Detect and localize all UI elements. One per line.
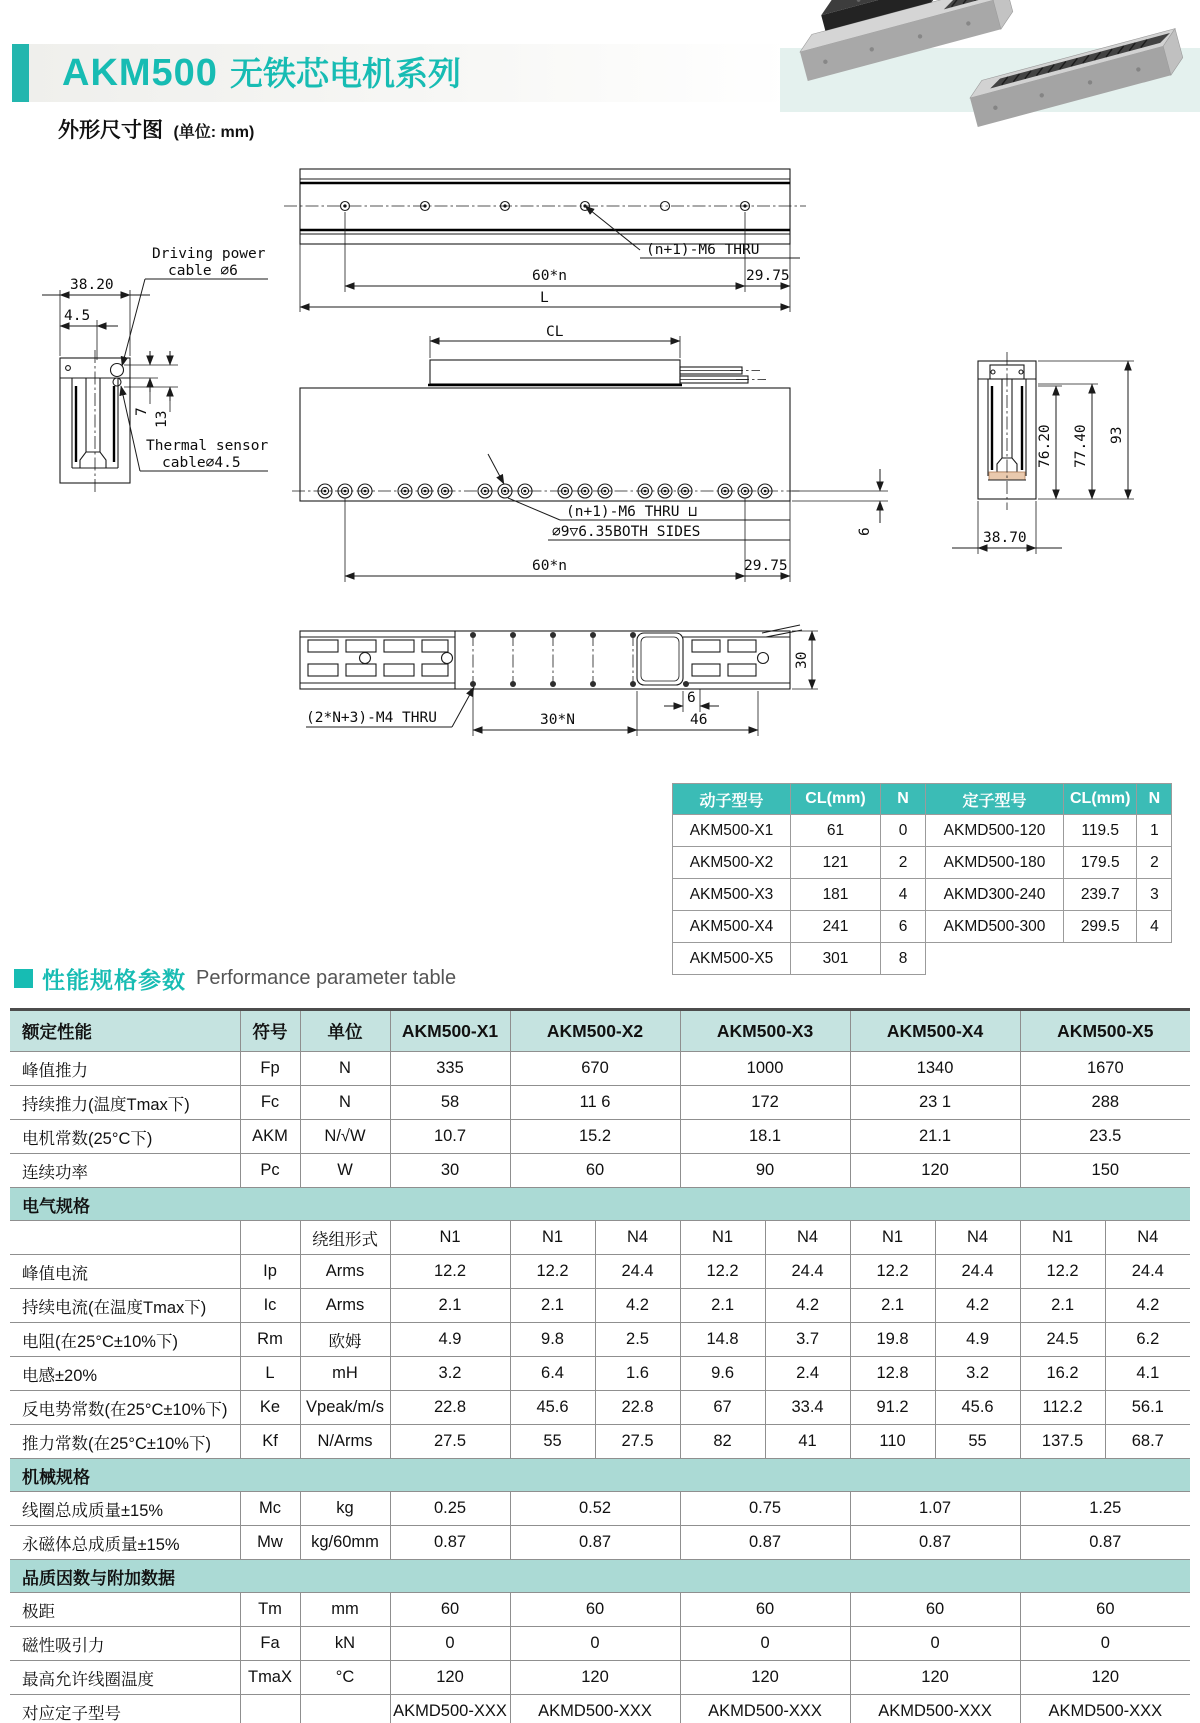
dim-label: 4.5 [64,308,91,324]
perf-table-symbol-cell: Mw [240,1526,300,1560]
perf-table-row [10,1526,1190,1560]
model-stator-table [672,783,1172,975]
model-table-cell [1137,943,1172,975]
model-table-cell: 301 [791,943,881,975]
model-table-body [673,815,1172,975]
model-table-cell: 4 [881,879,926,911]
perf-table-unit-cell: 欧姆 [300,1323,390,1357]
cable-label: cable∅4.5 [162,455,241,471]
perf-table-row-label: 对应定子型号 [10,1695,240,1723]
performance-table-body [10,1052,1190,1723]
perf-table-value-cell: 9.6 [680,1357,765,1391]
perf-table-value-cell: 4.2 [595,1289,680,1323]
perf-table-row-label: 线圈总成质量±15% [10,1492,240,1526]
perf-table-unit-cell: Vpeak/m/s [300,1391,390,1425]
perf-table-value-cell: 22.8 [390,1391,510,1425]
perf-table-value-cell: 60 [680,1593,850,1627]
perf-table-symbol-cell: L [240,1357,300,1391]
perf-table-value-cell: 22.8 [595,1391,680,1425]
performance-table-head [10,1010,1190,1052]
model-table-head [673,784,1172,815]
perf-table-band-row [10,1560,1190,1593]
perf-table-value-cell: 335 [390,1052,510,1086]
perf-table-value-cell: 60 [850,1593,1020,1627]
perf-table-value-cell: 1.07 [850,1492,1020,1526]
perf-table-value-cell: 0.87 [390,1526,510,1560]
product-photo [782,0,1200,150]
perf-table-value-cell: N1 [1020,1221,1105,1255]
perf-table-value-cell: 11 6 [510,1086,680,1120]
dimension-drawing [0,146,1200,746]
left-section-view [42,246,268,494]
perf-table-value-cell: 10.7 [390,1120,510,1154]
perf-table-value-cell: 12.2 [390,1255,510,1289]
perf-table-value-cell: 16.2 [1020,1357,1105,1391]
model-table-cell: AKMD300-240 [926,879,1064,911]
perf-table-value-cell: 120 [510,1661,680,1695]
dim-label: 77.40 [1073,424,1089,468]
perf-table-symbol-cell: Rm [240,1323,300,1357]
perf-table-row [10,1086,1190,1120]
perf-table-value-cell: 3.2 [390,1357,510,1391]
perf-table-row [10,1627,1190,1661]
perf-table-value-cell: 1670 [1020,1052,1190,1086]
perf-table-unit-cell: W [300,1154,390,1188]
model-table-header-cell: N [881,784,926,815]
perf-table-value-cell: 1.25 [1020,1492,1190,1526]
perf-table-value-cell: 150 [1020,1154,1190,1188]
perf-table-value-cell: 56.1 [1105,1391,1190,1425]
perf-table-value-cell: 55 [935,1425,1020,1459]
perf-table-value-cell: 33.4 [765,1391,850,1425]
model-table-header-cell: 定子型号 [926,784,1064,815]
perf-table-row-label: 最高允许线圈温度 [10,1661,240,1695]
perf-table-row-label: 持续推力(温度Tmax下) [10,1086,240,1120]
perf-table-value-cell: 120 [680,1661,850,1695]
perf-table-row [10,1425,1190,1459]
perf-table-value-cell: 3.7 [765,1323,850,1357]
model-table-cell: 121 [791,847,881,879]
perf-table-value-cell: 14.8 [680,1323,765,1357]
perf-table-value-cell: AKMD500-XXX [390,1695,510,1723]
perf-table-value-cell: 30 [390,1154,510,1188]
perf-table-unit-cell [300,1695,390,1723]
perf-table-value-cell: 6.2 [1105,1323,1190,1357]
top-view [284,169,806,312]
perf-table-value-cell: 23.5 [1020,1120,1190,1154]
perf-table-value-cell: 27.5 [390,1425,510,1459]
dim-label: (n+1)-M6 THRU [646,242,760,258]
perf-table-value-cell: 2.4 [765,1357,850,1391]
perf-table-header-cell: 单位 [300,1010,390,1052]
perf-table-value-cell: 12.2 [1020,1255,1105,1289]
perf-table-value-cell: 68.7 [1105,1425,1190,1459]
model-table-cell: AKMD500-180 [926,847,1064,879]
perf-table-value-cell: 4.9 [935,1323,1020,1357]
model-table-row [673,847,1172,879]
perf-table-header-cell: AKM500-X5 [1020,1010,1190,1052]
perf-table-header-cell: AKM500-X3 [680,1010,850,1052]
perf-table-value-cell: 9.8 [510,1323,595,1357]
perf-table-value-cell: N1 [390,1221,510,1255]
perf-table-row [10,1492,1190,1526]
dim-label: 13 [154,410,170,428]
model-table-cell: AKMD500-120 [926,815,1064,847]
drawing-caption-unit: (单位: mm) [173,124,255,141]
perf-table-value-cell: N1 [510,1221,595,1255]
perf-table-symbol-cell: Fp [240,1052,300,1086]
accent-bar [12,44,29,102]
perf-table-unit-cell: kN [300,1627,390,1661]
page-title-model: AKM500 [62,52,218,94]
perf-table-value-cell: 60 [1020,1593,1190,1627]
dim-label: 60*n [532,558,567,574]
perf-table-header-cell: AKM500-X2 [510,1010,680,1052]
perf-table-symbol-cell: Fc [240,1086,300,1120]
perf-table-value-cell: 24.4 [595,1255,680,1289]
dim-label: 93 [1109,426,1125,444]
perf-table-value-cell: 2.5 [595,1323,680,1357]
perf-table-value-cell: 120 [390,1661,510,1695]
perf-table-value-cell: 120 [1020,1661,1190,1695]
cable-label: Thermal sensor [146,438,269,454]
dim-label: 30*N [540,712,575,728]
perf-table-value-cell: 12.2 [510,1255,595,1289]
perf-table-value-cell: 120 [850,1154,1020,1188]
perf-table-row [10,1593,1190,1627]
model-table-cell: 241 [791,911,881,943]
model-table-cell: 299.5 [1064,911,1137,943]
model-table-row [673,815,1172,847]
perf-table-value-cell: 288 [1020,1086,1190,1120]
perf-table-value-cell: AKMD500-XXX [850,1695,1020,1723]
perf-table-row [10,1391,1190,1425]
perf-table-header-cell: AKM500-X1 [390,1010,510,1052]
perf-table-value-cell: 120 [850,1661,1020,1695]
perf-table-header-cell: AKM500-X4 [850,1010,1020,1052]
perf-table-row-label: 磁性吸引力 [10,1627,240,1661]
perf-table-value-cell: 21.1 [850,1120,1020,1154]
perf-table-value-cell: 90 [680,1154,850,1188]
dim-label: 38.70 [983,530,1027,546]
model-table-row [673,911,1172,943]
model-table-header-cell: N [1137,784,1172,815]
model-table-cell [1064,943,1137,975]
dim-label: 6 [857,527,873,536]
perf-table-row [10,1120,1190,1154]
perf-table-symbol-cell: TmaX [240,1661,300,1695]
perf-table-band-label: 电气规格 [10,1188,1190,1221]
perf-table-row-label [10,1221,240,1255]
dim-label: 7 [134,407,150,416]
dim-label: 76.20 [1037,424,1053,468]
perf-table-band-label: 品质因数与附加数据 [10,1560,1190,1593]
perf-table-value-cell: 2.1 [850,1289,935,1323]
perf-table-row-label: 峰值推力 [10,1052,240,1086]
perf-table-value-cell: AKMD500-XXX [1020,1695,1190,1723]
perf-table-value-cell: AKMD500-XXX [680,1695,850,1723]
perf-table-value-cell: 2.1 [1020,1289,1105,1323]
section-marker-icon [14,969,33,988]
model-table-cell: AKM500-X4 [673,911,791,943]
perf-table-value-cell: 12.2 [850,1255,935,1289]
perf-table-value-cell: 45.6 [935,1391,1020,1425]
perf-table-value-cell: N4 [595,1221,680,1255]
perf-table-value-cell: 4.2 [935,1289,1020,1323]
perf-table-value-cell: 112.2 [1020,1391,1105,1425]
perf-table-row [10,1255,1190,1289]
cable-label: cable ∅6 [168,263,238,279]
perf-table-symbol-cell [240,1221,300,1255]
model-table-cell: AKM500-X1 [673,815,791,847]
perf-table-row-label: 电感±20% [10,1357,240,1391]
perf-table-row-label: 永磁体总成质量±15% [10,1526,240,1560]
perf-table-value-cell: N4 [935,1221,1020,1255]
performance-table [10,1008,1190,1723]
model-table-cell: 4 [1137,911,1172,943]
model-table-cell: 6 [881,911,926,943]
perf-table-symbol-cell: Pc [240,1154,300,1188]
perf-table-symbol-cell: AKM [240,1120,300,1154]
cable-label: Driving power [152,246,266,262]
perf-table-value-cell: 1.6 [595,1357,680,1391]
perf-table-symbol-cell: Ip [240,1255,300,1289]
perf-table-header-cell: 符号 [240,1010,300,1052]
perf-table-value-cell: AKMD500-XXX [510,1695,680,1723]
right-section-view [952,352,1134,554]
perf-table-row-label: 峰值电流 [10,1255,240,1289]
perf-table-unit-cell: Arms [300,1255,390,1289]
section-title-cn: 性能规格参数 [42,967,186,993]
dim-label: 60*n [532,268,567,284]
model-table-cell: 179.5 [1064,847,1137,879]
perf-table-row [10,1661,1190,1695]
model-table-cell: AKMD500-300 [926,911,1064,943]
perf-table-value-cell: 4.9 [390,1323,510,1357]
perf-table-unit-cell: N/Arms [300,1425,390,1459]
perf-table-value-cell: 0.52 [510,1492,680,1526]
perf-table-value-cell: N1 [680,1221,765,1255]
model-table-cell: 239.7 [1064,879,1137,911]
model-table-row [673,943,1172,975]
dim-label: (2*N+3)-M4 THRU [306,710,437,726]
perf-table-unit-cell: N [300,1086,390,1120]
perf-table-value-cell: 1340 [850,1052,1020,1086]
perf-table-value-cell: 45.6 [510,1391,595,1425]
perf-table-value-cell: 12.8 [850,1357,935,1391]
perf-table-row-label: 电阻(在25°C±10%下) [10,1323,240,1357]
perf-table-unit-cell: Arms [300,1289,390,1323]
perf-table-unit-cell: mH [300,1357,390,1391]
perf-table-value-cell: 24.4 [765,1255,850,1289]
perf-table-value-cell: 0 [1020,1627,1190,1661]
model-table-header-cell: CL(mm) [791,784,881,815]
perf-table-value-cell: 2.1 [390,1289,510,1323]
perf-table-unit-cell: kg/60mm [300,1526,390,1560]
perf-table-row [10,1289,1190,1323]
perf-table-unit-cell: mm [300,1593,390,1627]
dim-label: L [540,290,549,306]
perf-table-band-label: 机械规格 [10,1459,1190,1492]
perf-table-value-cell: 23 1 [850,1086,1020,1120]
perf-table-value-cell: 0 [850,1627,1020,1661]
perf-table-value-cell: 0.87 [1020,1526,1190,1560]
perf-table-value-cell: 2.1 [680,1289,765,1323]
perf-table-value-cell: 24.5 [1020,1323,1105,1357]
perf-table-value-cell: 0.87 [510,1526,680,1560]
dim-label: 38.20 [70,277,114,293]
model-table-cell: 2 [1137,847,1172,879]
perf-table-value-cell: 110 [850,1425,935,1459]
model-table-cell: 181 [791,879,881,911]
model-table-cell: 3 [1137,879,1172,911]
perf-table-row-label: 连续功率 [10,1154,240,1188]
perf-table-value-cell: 4.2 [765,1289,850,1323]
perf-table-value-cell: 60 [390,1593,510,1627]
perf-table-value-cell: 24.4 [935,1255,1020,1289]
perf-table-row-label: 极距 [10,1593,240,1627]
model-table-cell [926,943,1064,975]
perf-table-value-cell: 0.75 [680,1492,850,1526]
perf-table-value-cell: 18.1 [680,1120,850,1154]
model-table-cell: 0 [881,815,926,847]
perf-table-value-cell: N4 [1105,1221,1190,1255]
perf-table-row [10,1357,1190,1391]
perf-table-value-cell: 3.2 [935,1357,1020,1391]
perf-table-row [10,1221,1190,1255]
model-table-cell: 2 [881,847,926,879]
model-table-cell: 119.5 [1064,815,1137,847]
perf-table-value-cell: 137.5 [1020,1425,1105,1459]
model-table-header-cell: CL(mm) [1064,784,1137,815]
dim-label: 29.75 [746,268,790,284]
perf-table-value-cell: 2.1 [510,1289,595,1323]
dim-label: ∅9▽6.35BOTH SIDES [552,524,701,540]
dim-label: 46 [690,712,708,728]
perf-table-value-cell: 27.5 [595,1425,680,1459]
perf-table-value-cell: N1 [850,1221,935,1255]
perf-table-symbol-cell [240,1695,300,1723]
perf-table-band-row [10,1188,1190,1221]
perf-table-value-cell: 670 [510,1052,680,1086]
section-header [14,962,456,995]
page-title-series: 无铁芯电机系列 [229,55,461,92]
dim-label: 30 [794,651,810,669]
perf-table-value-cell: 41 [765,1425,850,1459]
perf-table-value-cell: 60 [510,1154,680,1188]
dim-label: CL [546,324,564,340]
perf-table-header-cell: 额定性能 [10,1010,240,1052]
perf-table-value-cell: 0.87 [680,1526,850,1560]
perf-table-unit-cell: kg [300,1492,390,1526]
perf-table-value-cell: 12.2 [680,1255,765,1289]
perf-table-row-label: 电机常数(25°C下) [10,1120,240,1154]
perf-table-symbol-cell: Ic [240,1289,300,1323]
perf-table-value-cell: 0.87 [850,1526,1020,1560]
perf-table-row [10,1323,1190,1357]
perf-table-row [10,1695,1190,1723]
dim-label: 29.75 [744,558,788,574]
perf-table-unit-cell: 绕组形式 [300,1221,390,1255]
perf-table-value-cell: 15.2 [510,1120,680,1154]
perf-table-value-cell: 0 [510,1627,680,1661]
perf-table-unit-cell: N/√W [300,1120,390,1154]
perf-table-value-cell: 4.1 [1105,1357,1190,1391]
perf-table-value-cell: 24.4 [1105,1255,1190,1289]
perf-table-row-label: 推力常数(在25°C±10%下) [10,1425,240,1459]
perf-table-value-cell: 1000 [680,1052,850,1086]
perf-table-unit-cell: °C [300,1661,390,1695]
perf-table-symbol-cell: Tm [240,1593,300,1627]
model-table-cell: AKM500-X3 [673,879,791,911]
model-table-cell: AKM500-X2 [673,847,791,879]
dim-label: 6 [687,690,696,706]
perf-table-value-cell: 4.2 [1105,1289,1190,1323]
perf-table-value-cell: 82 [680,1425,765,1459]
model-table-row [673,879,1172,911]
perf-table-row [10,1154,1190,1188]
perf-table-value-cell: 67 [680,1391,765,1425]
model-table-header-cell: 动子型号 [673,784,791,815]
perf-table-row-label: 反电势常数(在25°C±10%下) [10,1391,240,1425]
bottom-view [300,625,818,736]
perf-table-symbol-cell: Ke [240,1391,300,1425]
side-view [292,324,888,582]
drawing-caption-text: 外形尺寸图 [58,119,163,142]
perf-table-value-cell: 60 [510,1593,680,1627]
dim-label: (n+1)-M6 THRU ⊔ [566,504,697,520]
model-table-cell: 61 [791,815,881,847]
perf-table-band-row [10,1459,1190,1492]
perf-table-symbol-cell: Mc [240,1492,300,1526]
model-table-cell: AKM500-X5 [673,943,791,975]
perf-table-value-cell: 55 [510,1425,595,1459]
perf-table-value-cell: 6.4 [510,1357,595,1391]
perf-table-row [10,1052,1190,1086]
perf-table-value-cell: 0 [680,1627,850,1661]
perf-table-value-cell: 0.25 [390,1492,510,1526]
perf-table-value-cell: 91.2 [850,1391,935,1425]
drawing-caption [58,114,254,144]
model-table-cell: 8 [881,943,926,975]
page-title [62,48,461,95]
perf-table-value-cell: 172 [680,1086,850,1120]
model-table-cell: 1 [1137,815,1172,847]
section-title-en: Performance parameter table [196,967,457,989]
perf-table-value-cell: 19.8 [850,1323,935,1357]
perf-table-row-label: 持续电流(在温度Tmax下) [10,1289,240,1323]
perf-table-value-cell: 0 [390,1627,510,1661]
perf-table-symbol-cell: Kf [240,1425,300,1459]
perf-table-unit-cell: N [300,1052,390,1086]
perf-table-value-cell: 58 [390,1086,510,1120]
perf-table-value-cell: N4 [765,1221,850,1255]
perf-table-symbol-cell: Fa [240,1627,300,1661]
